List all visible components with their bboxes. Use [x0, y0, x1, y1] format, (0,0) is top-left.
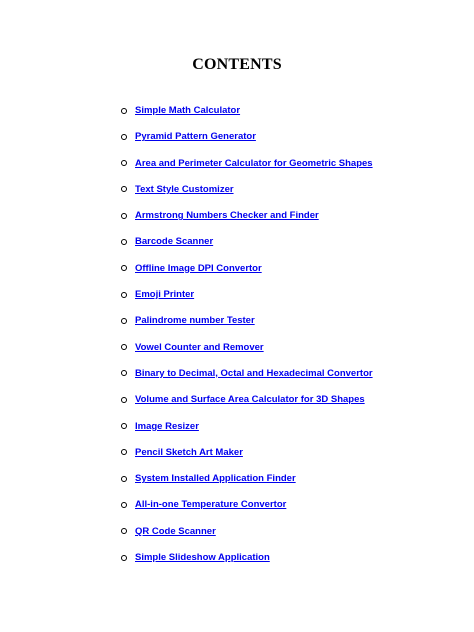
bullet-icon	[121, 318, 127, 324]
bullet-icon	[121, 502, 127, 508]
toc-link[interactable]: Palindrome number Tester	[135, 315, 255, 327]
bullet-icon	[121, 370, 127, 376]
toc-item	[0, 498, 474, 524]
bullet-icon	[121, 265, 127, 271]
bullet-icon	[121, 423, 127, 429]
bullet-icon	[121, 213, 127, 219]
toc-item	[0, 288, 474, 314]
toc-link[interactable]: Volume and Surface Area Calculator for 3D Shapes	[135, 394, 365, 406]
toc-item	[0, 393, 474, 419]
toc-item	[0, 130, 474, 156]
toc-item	[0, 262, 474, 288]
toc-link[interactable]: Area and Perimeter Calculator for Geometric Shapes	[135, 157, 373, 169]
toc-link[interactable]: Armstrong Numbers Checker and Finder	[135, 210, 319, 222]
toc-link[interactable]: Barcode Scanner	[135, 236, 214, 248]
bullet-icon	[121, 476, 127, 482]
toc-link[interactable]: Offline Image DPI Convertor	[135, 262, 262, 274]
toc-link[interactable]: Pencil Sketch Art Maker	[135, 446, 243, 458]
toc-link[interactable]: All-in-one Temperature Convertor	[135, 499, 287, 511]
bullet-icon	[121, 555, 127, 561]
bullet-icon	[121, 160, 127, 166]
toc-link[interactable]: Image Resizer	[135, 420, 199, 432]
toc-item	[0, 341, 474, 367]
bullet-icon	[121, 134, 127, 140]
bullet-icon	[121, 186, 127, 192]
toc-item	[0, 551, 474, 577]
toc-link[interactable]: System Installed Application Finder	[135, 473, 296, 485]
toc-item	[0, 420, 474, 446]
toc-link[interactable]: Vowel Counter and Remover	[135, 341, 264, 353]
toc-item	[0, 367, 474, 393]
toc-link[interactable]: Simple Slideshow Application	[135, 552, 270, 564]
bullet-icon	[121, 528, 127, 534]
toc-item	[0, 525, 474, 551]
bullet-icon	[121, 239, 127, 245]
bullet-icon	[121, 344, 127, 350]
toc-item	[0, 314, 474, 340]
page-title: CONTENTS	[192, 56, 282, 73]
toc-item	[0, 157, 474, 183]
toc-link[interactable]: Text Style Customizer	[135, 183, 234, 195]
toc-link[interactable]: Emoji Printer	[135, 289, 195, 301]
toc-item	[0, 183, 474, 209]
toc-item	[0, 472, 474, 498]
bullet-icon	[121, 292, 127, 298]
toc-item	[0, 446, 474, 472]
toc-link[interactable]: Simple Math Calculator	[135, 105, 241, 116]
bullet-icon	[121, 397, 127, 403]
toc-item	[0, 209, 474, 235]
toc-item	[0, 235, 474, 261]
bullet-icon	[121, 449, 127, 455]
toc-link[interactable]: Binary to Decimal, Octal and Hexadecimal Convertor	[135, 367, 373, 379]
toc-link[interactable]: QR Code Scanner	[135, 525, 216, 537]
table-of-contents	[0, 104, 474, 577]
bullet-icon	[121, 108, 127, 114]
toc-item	[0, 104, 474, 130]
toc-link[interactable]: Pyramid Pattern Generator	[135, 131, 256, 143]
